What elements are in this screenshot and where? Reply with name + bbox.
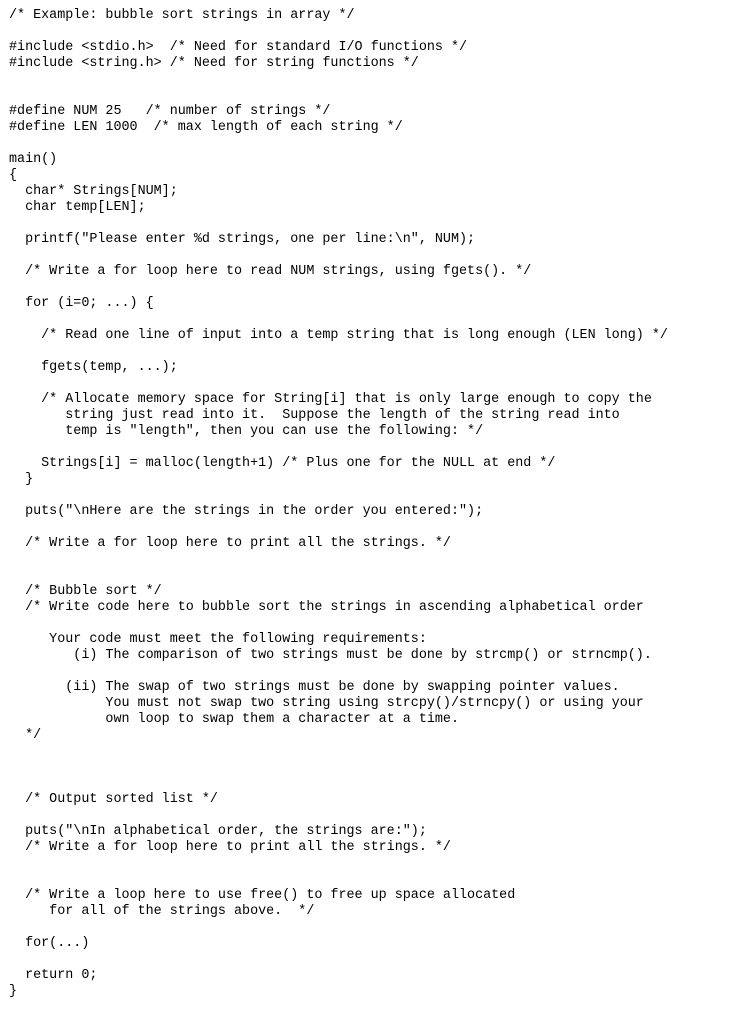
- code-line-malloc: Strings[i] = malloc(length+1) /* Plus one for the NULL at end */: [9, 456, 556, 471]
- code-line-close-for: }: [9, 472, 34, 487]
- code-line-fgets: fgets(temp, ...);: [9, 360, 178, 375]
- code-line-comment-allocate-1: /* Allocate memory space for String[i] that is only large enough to copy the: [9, 392, 652, 407]
- code-line-comment-free-1: /* Write a loop here to use free() to free up space allocated: [9, 888, 516, 903]
- code-line-puts-alphabetical: puts("\nIn alphabetical order, the strings are:");: [9, 824, 427, 839]
- code-line-comment-output-sorted: /* Output sorted list */: [9, 792, 218, 807]
- code-line-return: return 0;: [9, 968, 98, 983]
- code-line-define-num: #define NUM 25 /* number of strings */: [9, 104, 331, 119]
- code-line-include-string: #include <string.h> /* Need for string functions */: [9, 56, 419, 71]
- code-line-open-brace: {: [9, 168, 18, 183]
- code-line-comment-print-loop: /* Write a for loop here to print all the strings. */: [9, 536, 451, 551]
- code-line-comment-requirement-ii: (ii) The swap of two strings must be done by swapping pointer values.: [9, 680, 620, 695]
- code-line-puts-entered: puts("\nHere are the strings in the order you entered:");: [9, 504, 484, 519]
- code-line-comment-requirement-ii-3: own loop to swap them a character at a time.: [9, 712, 459, 727]
- code-line-comment-read-loop: /* Write a for loop here to read NUM strings, using fgets(). */: [9, 264, 532, 279]
- code-line-comment-title: /* Example: bubble sort strings in array */: [9, 8, 355, 23]
- code-line-strings-decl: char* Strings[NUM];: [9, 184, 178, 199]
- code-line-comment-requirement-ii-2: You must not swap two string using strcpy()/strncpy() or using your: [9, 696, 644, 711]
- code-line-for-read: for (i=0; ...) {: [9, 296, 154, 311]
- code-line-for-free: for(...): [9, 936, 90, 951]
- code-line-comment-requirements: Your code must meet the following requirements:: [9, 632, 427, 647]
- code-line-comment-requirement-i: (i) The comparison of two strings must be done by strcmp() or strncmp().: [9, 648, 652, 663]
- code-line-comment-free-2: for all of the strings above. */: [9, 904, 315, 919]
- code-line-comment-read-line: /* Read one line of input into a temp string that is long enough (LEN long) */: [9, 328, 668, 343]
- code-line-comment-end: */: [9, 728, 42, 743]
- code-line-close-brace: }: [9, 984, 18, 999]
- code-line-printf-prompt: printf("Please enter %d strings, one per line:\n", NUM);: [9, 232, 476, 247]
- code-line-main: main(): [9, 152, 58, 167]
- code-line-comment-print-sorted: /* Write a for loop here to print all the strings. */: [9, 840, 451, 855]
- code-line-comment-allocate-3: temp is "length", then you can use the following: */: [9, 424, 484, 439]
- code-line-comment-allocate-2: string just read into it. Suppose the length of the string read into: [9, 408, 620, 423]
- code-line-temp-decl: char temp[LEN];: [9, 200, 146, 215]
- code-line-define-len: #define LEN 1000 /* max length of each string */: [9, 120, 403, 135]
- code-line-include-stdio: #include <stdio.h> /* Need for standard I/O functions */: [9, 40, 468, 55]
- code-line-comment-bubble-sort: /* Bubble sort */: [9, 584, 162, 599]
- code-line-comment-sort-task: /* Write code here to bubble sort the strings in ascending alphabetical order: [9, 600, 644, 615]
